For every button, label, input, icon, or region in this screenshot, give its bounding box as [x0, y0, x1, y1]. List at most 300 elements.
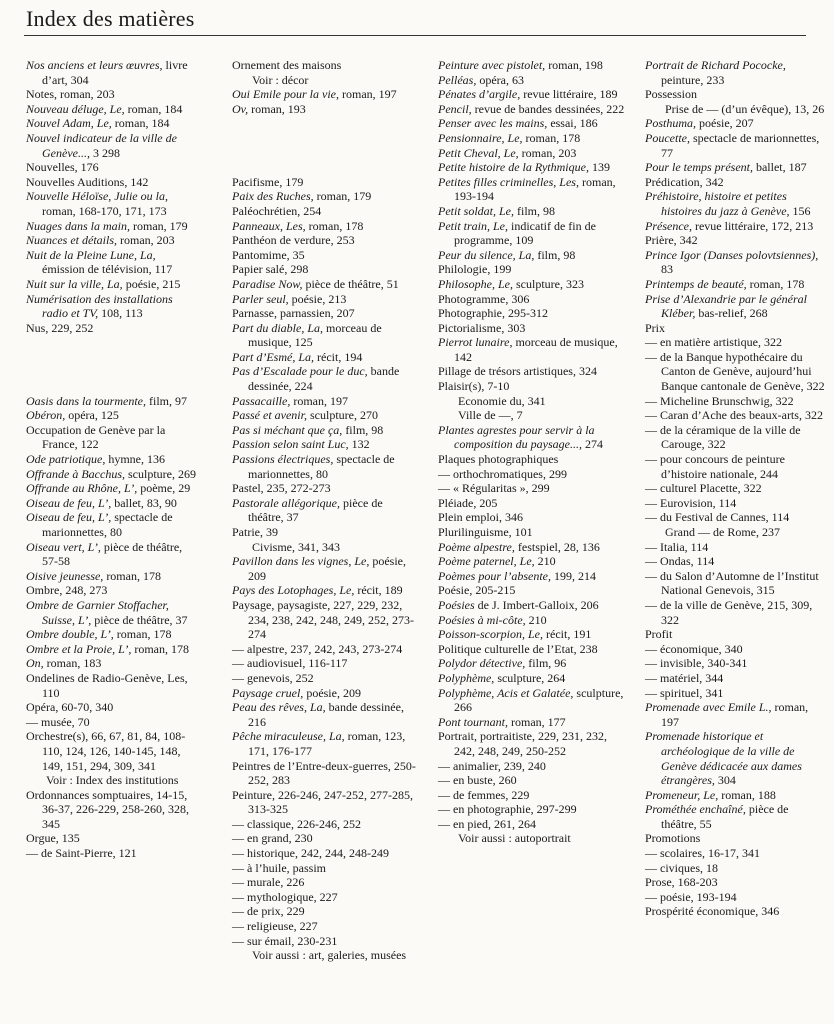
index-entry-text: Paysage, paysagiste, 227, 229, 232, 234, 238, 242, 248, 249, 252, 273-274: [232, 597, 414, 642]
index-entry-text: roman, 193-194: [454, 174, 616, 204]
index-entry-heading: Pas si méchant que ça,: [232, 422, 343, 437]
index-entry-text: hymne, 136: [105, 452, 165, 467]
index-entry-heading: Philosophe, Le,: [438, 276, 513, 291]
index-entry: [645, 510, 825, 525]
index-entry: [438, 715, 630, 730]
index-entry: [438, 219, 630, 248]
index-entry: [645, 292, 825, 321]
index-entry-heading: Ode patriotique,: [26, 452, 106, 467]
index-entry: [232, 700, 418, 729]
index-entry-text: peinture, 233: [661, 72, 725, 87]
index-entry-text: — de la ville de Genève, 215, 309, 322: [645, 597, 813, 627]
index-entry-text: pièce de théâtre, 37: [248, 495, 383, 525]
index-entry-heading: Polydor détective,: [438, 656, 526, 671]
index-entry-text: — musée, 70: [26, 714, 90, 729]
index-entry-heading: Promeneur, Le,: [645, 787, 719, 802]
index-entry-text: émission de télévision, 117: [42, 262, 173, 277]
index-entry: [232, 642, 418, 657]
index-entry: [645, 321, 825, 336]
index-entry-heading: Oasis dans la tourmente,: [26, 393, 146, 408]
index-entry-heading: Oiseau de feu, L’,: [26, 495, 112, 510]
index-entry: [645, 335, 825, 350]
index-entry: [645, 831, 825, 846]
index-entry: [232, 189, 418, 204]
index-entry-text: Plaisir(s), 7-10: [438, 379, 510, 394]
index-entry-heading: Nouvel Adam, Le,: [26, 116, 112, 131]
index-entry-text: — historique, 242, 244, 248-249: [232, 846, 389, 861]
index-entry: [645, 131, 825, 160]
index-entry: [232, 583, 418, 598]
index-entry: [26, 58, 201, 87]
index-entry: [26, 583, 201, 598]
index-entry-text: Panthéon de verdure, 253: [232, 233, 355, 248]
index-entry-heading: Posthuma,: [645, 116, 696, 131]
index-entry-text: — mythologique, 227: [232, 889, 338, 904]
index-entry: [232, 277, 418, 292]
index-entry-text: Nus, 229, 252: [26, 320, 94, 335]
index-entry-text: Poésie, 205-215: [438, 583, 516, 598]
index-entry: [438, 496, 630, 511]
index-entry: [26, 700, 201, 715]
index-entry-text: Papier salé, 298: [232, 262, 309, 277]
index-entry: [232, 394, 418, 409]
index-entry: [26, 248, 201, 277]
index-entry: [438, 116, 630, 131]
index-entry: [438, 408, 630, 423]
index-entry-text: — Eurovision, 114: [645, 495, 737, 510]
index-entry-text: revue littéraire, 189: [520, 87, 618, 102]
index-entry-heading: Nouvelle Héloïse, Julie ou la,: [26, 189, 168, 204]
index-entry-text: Prise de — (d’un évêque), 13, 26: [665, 101, 825, 116]
index-entry: [645, 102, 825, 117]
index-entry-text: — de la céramique de la ville de Carouge, 322: [645, 422, 801, 452]
index-entry: [438, 817, 630, 832]
index-entry: [438, 831, 630, 846]
index-entry: [232, 306, 418, 321]
index-entry-text: sculpture, 270: [306, 408, 378, 423]
index-entry-text: Possession: [645, 87, 698, 102]
index-entry: [438, 160, 630, 175]
index-entry-text: Nouvelles, 176: [26, 160, 99, 175]
index-entry-heading: Plantes agrestes pour servir à la composition du paysage...,: [438, 422, 595, 452]
index-entry: [232, 598, 418, 642]
index-entry-text: roman, 179: [130, 218, 188, 233]
index-entry-text: roman, 197: [290, 393, 348, 408]
index-entry-text: roman, 123, 171, 176-177: [248, 729, 406, 758]
index-entry-text: roman, 178: [113, 627, 172, 642]
index-entry-text: Voir : Index des institutions: [46, 773, 179, 788]
index-entry-text: — invisible, 340-341: [645, 656, 748, 671]
index-entry-text: livre d’art, 304: [42, 58, 188, 87]
index-column-4: [645, 58, 825, 919]
index-entry-text: film, 98: [342, 422, 384, 437]
index-entry-text: 83: [661, 262, 673, 277]
index-entry-heading: On,: [26, 656, 44, 671]
index-entry-text: roman, 197: [661, 700, 809, 729]
page-title: Index des matières: [26, 6, 195, 31]
index-entry-text: Civisme, 341, 343: [252, 539, 341, 554]
index-entry-text: Opéra, 60-70, 340: [26, 700, 114, 715]
index-entry-text: — alpestre, 237, 242, 243, 273-274: [232, 641, 403, 656]
index-entry-heading: Numérisation des installations radio et TV,: [26, 291, 173, 321]
index-entry-text: roman, 203: [518, 145, 577, 160]
index-entry-text: 3 298: [89, 145, 120, 160]
index-entry-text: revue de bandes dessinées, 222: [471, 101, 625, 116]
index-entry: [232, 846, 418, 861]
index-entry: [232, 788, 418, 817]
index-entry: [26, 627, 201, 642]
index-entry: [438, 204, 630, 219]
index-entry-text: Politique culturelle de l’Etat, 238: [438, 641, 598, 656]
index-entry-text: Promotions: [645, 831, 701, 846]
index-entry-heading: Paradise Now,: [232, 276, 303, 291]
index-entry-text: Peinture, 226-246, 247-252, 277-285, 313-325: [232, 787, 413, 817]
index-entry: [26, 729, 201, 773]
index-entry: [26, 116, 201, 131]
index-entry: [232, 890, 418, 905]
index-entry: [26, 846, 201, 861]
index-entry: [438, 759, 630, 774]
index-entry: [645, 554, 825, 569]
index-entry-text: — murale, 226: [232, 875, 305, 890]
index-entry-text: poème, 29: [137, 481, 191, 496]
index-entry-text: Pillage de trésors artistiques, 324: [438, 364, 597, 379]
index-entry-text: — en grand, 230: [232, 831, 313, 846]
index-entry-text: — religieuse, 227: [232, 919, 318, 934]
index-entry-text: — en photographie, 297-299: [438, 802, 577, 817]
index-entry: [645, 116, 825, 131]
index-entry: [26, 277, 201, 292]
index-entry-heading: Poème paternel, Le,: [438, 554, 535, 569]
index-entry-text: festspiel, 28, 136: [514, 539, 600, 554]
index-entry: [645, 642, 825, 657]
index-entry: [438, 481, 630, 496]
index-entry: [232, 73, 418, 88]
index-entry-text: — en matière artistique, 322: [645, 335, 782, 350]
index-entry-text: revue littéraire, 172, 213: [691, 218, 814, 233]
index-entry: [232, 496, 418, 525]
index-entry-heading: Passé et avenir,: [232, 408, 307, 423]
index-entry-text: opéra, 125: [65, 408, 119, 423]
index-entry: [26, 496, 201, 511]
index-entry-text: — économique, 340: [645, 641, 743, 656]
index-entry-heading: Pensionnaire, Le,: [438, 130, 523, 145]
index-entry: [26, 481, 201, 496]
index-entry-text: roman, 184: [111, 116, 170, 131]
index-entry: [232, 759, 418, 788]
index-entry-heading: Paix des Ruches,: [232, 189, 314, 204]
index-entry-heading: Prince Igor (Danses polovtsiennes),: [645, 247, 819, 262]
index-entry: [438, 788, 630, 803]
index-entry: [438, 335, 630, 364]
index-entry: [645, 58, 825, 87]
index-entry: [645, 802, 825, 831]
index-entry: [645, 890, 825, 905]
index-entry: [26, 656, 201, 671]
index-entry: [645, 481, 825, 496]
index-entry: [438, 627, 630, 642]
index-entry: [26, 408, 201, 423]
index-entry: [438, 467, 630, 482]
index-spacer: [232, 131, 418, 146]
index-entry-text: — en pied, 261, 264: [438, 816, 536, 831]
index-entry: [26, 292, 201, 321]
index-entry-text: Pictorialisme, 303: [438, 320, 526, 335]
index-entry-text: Patrie, 39: [232, 525, 278, 539]
index-entry-heading: Poème alpestre,: [438, 539, 515, 554]
index-entry: [645, 686, 825, 701]
index-entry: [645, 875, 825, 890]
index-entry-text: — poésie, 193-194: [645, 889, 737, 904]
index-entry-heading: Pas d’Escalade pour le duc,: [232, 364, 368, 379]
index-entry-heading: Oisive jeunesse,: [26, 568, 104, 583]
index-entry: [438, 656, 630, 671]
index-entry: [232, 831, 418, 846]
index-entry-text: Prose, 168-203: [645, 875, 718, 890]
index-entry-heading: Poisson-scorpion, Le,: [438, 627, 543, 642]
index-entry: [645, 700, 825, 729]
index-entry: [26, 773, 201, 788]
index-entry: [232, 102, 418, 117]
index-entry: [232, 408, 418, 423]
index-entry: [645, 219, 825, 234]
index-entry-text: — matériel, 344: [645, 670, 724, 685]
index-entry-text: Photographie, 295-312: [438, 306, 548, 321]
index-entry-heading: Ombre et la Proie, L’,: [26, 641, 132, 656]
index-entry: [438, 729, 630, 758]
index-entry-text: — civiques, 18: [645, 860, 718, 875]
index-entry: [26, 467, 201, 482]
index-entry-heading: Paysage cruel,: [232, 685, 304, 700]
index-entry-text: film, 98: [534, 247, 576, 262]
index-entry-text: pièce de théâtre, 51: [302, 276, 399, 291]
index-entry: [232, 350, 418, 365]
index-entry-heading: Prise d’Alexandrie par le général Kléber,: [645, 291, 807, 321]
index-entry-text: roman, 184: [124, 101, 183, 116]
index-entry-text: Ordonnances somptuaires, 14-15, 36-37, 226-229, 258-260, 328, 345: [26, 787, 189, 831]
index-entry: [26, 569, 201, 584]
index-entry: [232, 656, 418, 671]
index-entry-text: film, 97: [146, 393, 187, 408]
index-entry: [438, 642, 630, 657]
index-entry-text: poésie, 207: [696, 116, 754, 131]
index-entry: [232, 58, 418, 73]
index-entry-text: roman, 178: [522, 130, 581, 145]
index-entry-text: 199, 214: [550, 568, 596, 583]
index-entry: [645, 248, 825, 277]
index-entry: [232, 233, 418, 248]
index-entry-text: — du Salon d’Automne de l’Institut National Genevois, 315: [645, 568, 819, 598]
index-entry: [645, 496, 825, 511]
index-entry-text: Peintres de l’Entre-deux-guerres, 250-252, 283: [232, 758, 416, 788]
index-entry-text: roman, 179: [313, 189, 372, 204]
index-entry: [645, 569, 825, 598]
index-entry-text: — orthochromatiques, 299: [438, 466, 567, 481]
index-entry-text: Nouvelles Auditions, 142: [26, 174, 149, 189]
index-entry-heading: Poucette,: [645, 130, 690, 145]
index-entry: [438, 306, 630, 321]
index-entry: [438, 146, 630, 161]
index-entry-heading: Ombre de Garnier Stoffacher, Suisse, L’,: [26, 597, 169, 627]
index-entry-heading: Nouvel indicateur de la ville de Genève...,: [26, 130, 177, 160]
index-entry-text: Paléochrétien, 254: [232, 203, 322, 218]
index-entry-text: pièce de théâtre, 55: [661, 802, 789, 831]
index-entry-text: Plaques photographiques: [438, 452, 559, 467]
index-entry-text: bas-relief, 268: [695, 306, 768, 321]
index-entry-heading: Passion selon saint Luc,: [232, 437, 349, 452]
index-entry-heading: Portrait de Richard Pococke,: [645, 58, 786, 72]
index-entry-text: Plurilinguisme, 101: [438, 525, 533, 539]
index-entry: [232, 861, 418, 876]
index-entry-text: roman, 193: [248, 101, 306, 116]
index-entry: [232, 219, 418, 234]
index-entry-heading: Pastorale allégorique,: [232, 495, 340, 510]
index-entry-text: — culturel Placette, 322: [645, 481, 762, 496]
index-entry-heading: Oui Emile pour la vie,: [232, 87, 339, 102]
index-entry-text: Orgue, 135: [26, 831, 80, 846]
index-entry-text: — Caran d’Ache des beaux-arts, 322: [645, 408, 823, 423]
index-entry-heading: Préhistoire, histoire et petites histoires du jazz à Genève,: [645, 189, 790, 218]
index-entry: [232, 204, 418, 219]
index-spacer: [232, 146, 418, 161]
index-entry-heading: Nouveau déluge, Le,: [26, 101, 125, 116]
index-entry-text: Pastel, 235, 272-273: [232, 481, 331, 496]
index-entry-heading: Oiseau de feu, L’,: [26, 510, 112, 525]
index-entry-text: poésie, 209: [248, 554, 406, 583]
index-entry-text: — du Festival de Cannes, 114: [645, 510, 790, 525]
index-entry-text: pièce de théâtre, 37: [91, 612, 188, 627]
index-entry-text: — animalier, 239, 240: [438, 758, 546, 773]
index-entry-heading: Offrande au Rhône, L’,: [26, 481, 138, 496]
index-entry: [232, 934, 418, 949]
index-entry: [26, 219, 201, 234]
index-entry-text: Occupation de Genève par la France, 122: [26, 422, 166, 452]
index-entry: [438, 321, 630, 336]
index-entry: [232, 175, 418, 190]
index-entry-text: roman, 177: [508, 714, 566, 729]
index-entry: [26, 175, 201, 190]
index-entry: [26, 160, 201, 175]
index-entry: [26, 671, 201, 700]
index-entry-text: Philologie, 199: [438, 262, 512, 277]
index-entry-text: bande dessinée, 216: [248, 700, 404, 729]
index-entry-text: roman, 203: [116, 233, 175, 248]
index-entry-heading: Polyphème,: [438, 670, 495, 685]
index-entry: [26, 189, 201, 218]
index-entry-heading: Part du diable, La,: [232, 320, 324, 335]
index-entry-heading: Pour le temps présent,: [645, 160, 753, 175]
index-entry: [232, 919, 418, 934]
index-entry-heading: Panneaux, Les,: [232, 218, 306, 233]
index-entry-text: — de la Banque hypothécaire du Canton de Genève, aujourd’hui Banque cantonale de Genève, 322: [645, 349, 825, 394]
index-entry: [438, 554, 630, 569]
index-entry: [438, 773, 630, 788]
index-entry-heading: Polyphème, Acis et Galatée,: [438, 685, 574, 700]
index-entry-heading: Pêche miraculeuse, La,: [232, 729, 345, 744]
index-entry: [438, 569, 630, 584]
index-entry-text: — spirituel, 341: [645, 685, 724, 700]
index-entry: [645, 160, 825, 175]
index-column-3: [438, 58, 630, 846]
index-entry: [232, 452, 418, 481]
index-entry-text: Voir aussi : art, galeries, musées: [252, 948, 407, 963]
index-entry-text: pièce de théâtre, 57-58: [42, 539, 183, 569]
index-column-2: [232, 58, 418, 963]
index-entry-text: Ornement des maisons: [232, 58, 342, 72]
index-entry-text: — à l’huile, passim: [232, 860, 326, 875]
index-entry: [26, 102, 201, 117]
index-entry: [232, 904, 418, 919]
index-entry-text: Voir : décor: [252, 72, 309, 87]
index-entry: [438, 248, 630, 263]
index-entry: [438, 802, 630, 817]
index-entry: [232, 364, 418, 393]
index-entry: [26, 452, 201, 467]
index-entry: [438, 58, 630, 73]
index-entry-text: roman, 178: [746, 276, 805, 291]
index-entry-text: — « Régularitas », 299: [438, 481, 550, 496]
index-entry-text: — genevois, 252: [232, 670, 314, 685]
index-entry: [232, 292, 418, 307]
index-entry-text: Orchestre(s), 66, 67, 81, 84, 108-110, 124, 126, 140-145, 148, 149, 151, 294, 309, 341: [26, 729, 186, 773]
index-entry: [438, 175, 630, 204]
index-entry-heading: Présence,: [645, 218, 692, 233]
index-entry-heading: Passacaille,: [232, 393, 291, 408]
index-entry-text: sculpture, 269: [124, 466, 196, 481]
index-entry: [645, 452, 825, 481]
index-entry-text: — classique, 226-246, 252: [232, 816, 361, 831]
index-entry-text: 156: [789, 203, 811, 218]
index-entry: [26, 831, 201, 846]
index-spacer: [26, 335, 201, 350]
index-entry-heading: Peinture avec pistolet,: [438, 58, 546, 72]
index-entry-text: essai, 186: [547, 116, 598, 131]
index-entry-heading: Ov,: [232, 101, 249, 116]
index-entry-text: 108, 113: [98, 306, 143, 321]
index-entry-heading: Poésies à mi-côte,: [438, 612, 526, 627]
index-entry: [26, 321, 201, 336]
index-entry: [26, 540, 201, 569]
index-spacer: [26, 364, 201, 379]
index-entry-heading: Poèmes pour l’absente,: [438, 568, 551, 583]
index-entry-text: Profit: [645, 627, 673, 642]
index-entry-heading: Nuances et détails,: [26, 233, 117, 248]
index-entry-text: roman, 183: [43, 656, 102, 671]
index-entry-text: Grand — de Rome, 237: [665, 525, 780, 539]
index-entry: [645, 598, 825, 627]
index-entry-heading: Passions électriques,: [232, 452, 334, 467]
index-entry: [438, 510, 630, 525]
index-entry: [645, 394, 825, 409]
index-entry: [645, 729, 825, 787]
index-entry-text: Prière, 342: [645, 233, 698, 248]
index-entry-text: roman, 178: [131, 641, 189, 656]
index-entry-text: spectacle de marionnettes, 77: [661, 130, 820, 160]
index-entry-heading: Pelléas,: [438, 72, 477, 87]
index-entry-text: sculpture, 323: [513, 276, 584, 291]
index-entry: [26, 598, 201, 627]
index-entry-text: — de femmes, 229: [438, 787, 530, 802]
index-entry: [645, 408, 825, 423]
index-entry: [232, 321, 418, 350]
index-entry-heading: Pont tournant,: [438, 714, 509, 729]
index-entry: [232, 87, 418, 102]
index-entry-heading: Pavillon dans les vignes, Le,: [232, 554, 370, 569]
index-entry: [232, 262, 418, 277]
index-entry: [26, 510, 201, 539]
index-entry: [232, 437, 418, 452]
index-entry-heading: Poésies: [438, 597, 475, 612]
